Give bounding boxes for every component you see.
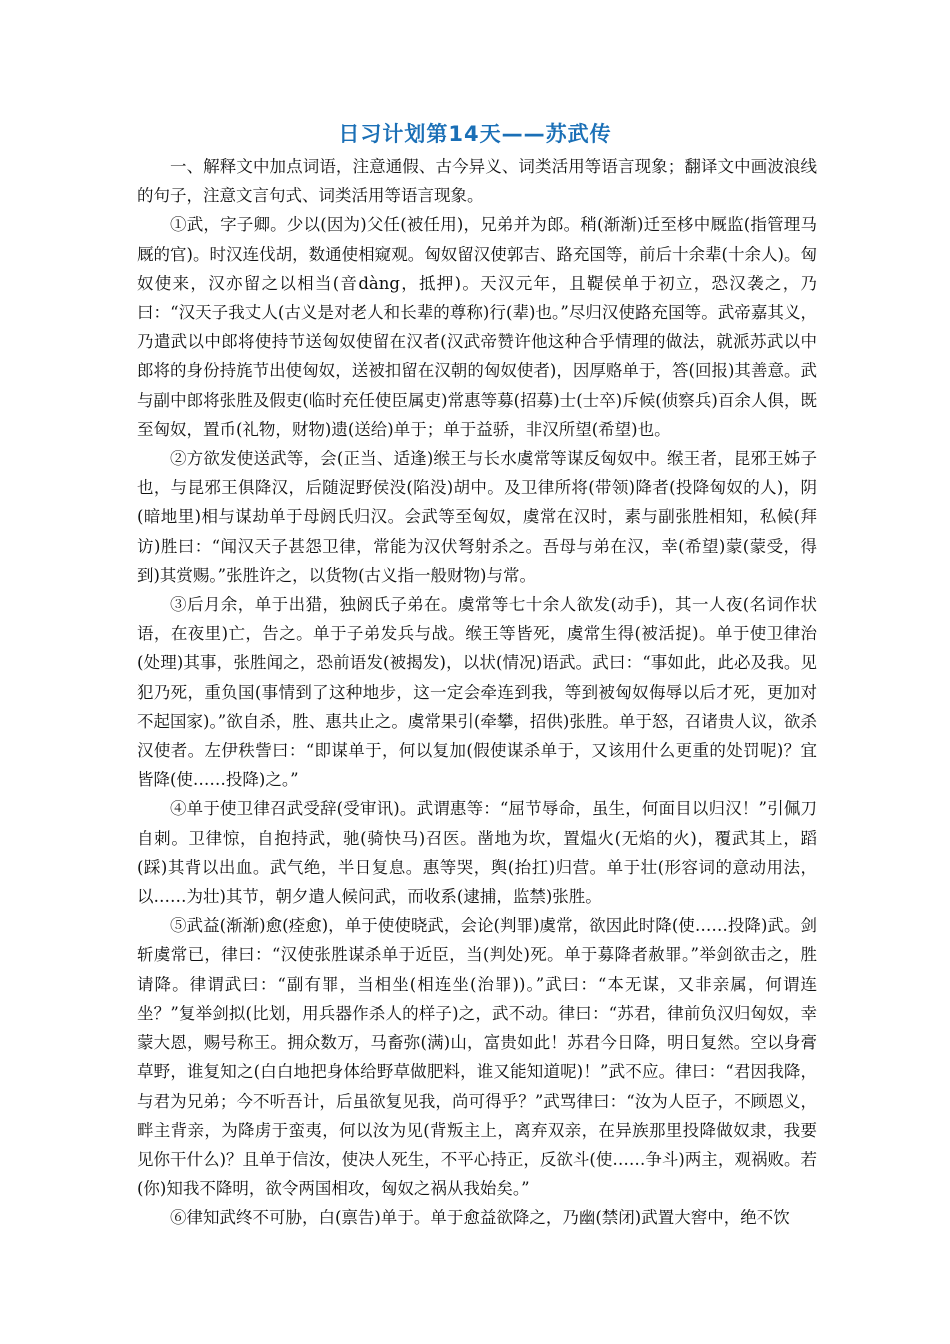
document-body [137,152,817,1233]
text-paragraph-2: ②方欲发使送武等，会(正当、适逢)缑王与长水虞常等谋反匈奴中。缑王者，昆邪王姊子也，与昆邪王俱降汉，后随浞野侯没(陷没)胡中。及卫律所将(带领)降者(投降匈奴的人)，阴(暗地里)相与谋劫单于母阏氏归汉。会武等至匈奴，虞常在汉时，素与副张胜相知，私候(拜访)胜曰：“闻汉天子甚怨卫律，常能为汉伏弩射杀之。吾母与弟在汉，幸(希望)蒙(蒙受，得到)其赏赐。”张胜许之，以货物(古义指一般财物)与常。 [137,449,817,585]
text-paragraph-3: ③后月余，单于出猎，独阏氏子弟在。虞常等七十余人欲发(动手)，其一人夜(名词作状语，在夜里)亡，告之。单于子弟发兵与战。缑王等皆死，虞常生得(被活捉)。单于使卫律治(处理)其事，张胜闻之，恐前语发(被揭发)，以状(情况)语武。武曰：“事如此，此必及我。见犯乃死，重负国(事情到了这种地步，这一定会牵连到我，等到被匈奴侮辱以后才死，更加对不起国家)。”欲自杀，胜、惠共止之。虞常果引(牵攀，招供)张胜。单于怒，召诸贵人议，欲杀汉使者。左伊秩訾曰：“即谋单于，何以复加(假使谋杀单于，又该用什么更重的处罚呢)？宜皆降(使……投降)之。” [137,595,817,790]
page-title: 日习计划第14天——苏武传 [338,122,612,146]
text-paragraph-6: ⑥律知武终不可胁，白(禀告)单于。单于愈益欲降之，乃幽(禁闭)武置大窖中，绝不饮 [170,1208,790,1228]
text-paragraph-1: ①武，字子卿。少以(因为)父任(被任用)，兄弟并为郎。稍(渐渐)迁至栘中厩监(指管理马厩的官)。时汉连伐胡，数通使相窥观。匈奴留汉使郭吉、路充国等，前后十余辈(十余人)。匈奴使来，汉亦留之以相当(音dàng，抵押)。天汉元年，且鞮侯单于初立，恐汉袭之，乃曰：“汉天子我丈人(古义是对老人和长辈的尊称)行(辈)也。”尽归汉使路充国等。武帝嘉其义，乃遣武以中郎将使持节送匈奴使留在汉者(汉武帝赞许他这种合乎情理的做法，就派苏武以中郎将的身份持旄节出使匈奴，送被扣留在汉朝的匈奴使者)，因厚赂单于，答(回报)其善意。武与副中郎将张胜及假吏(临时充任使臣属吏)常惠等募(招募)士(士卒)斥候(侦察兵)百余人俱，既至匈奴，置币(礼物，财物)遗(送给)单于；单于益骄，非汉所望(希望)也。 [137,215,817,439]
text-paragraph-5: ⑤武益(渐渐)愈(痊愈)，单于使使晓武，会论(判罪)虞常，欲因此时降(使……投降)武。剑斩虞常已，律曰：“汉使张胜谋杀单于近臣，当(判处)死。单于募降者赦罪。”举剑欲击之，胜请降。律谓武曰：“副有罪，当相坐(相连坐(治罪))。”武曰：“本无谋，又非亲属，何谓连坐？”复举剑拟(比划，用兵器作杀人的样子)之，武不动。律曰：“苏君，律前负汉归匈奴，幸蒙大恩，赐号称王。拥众数万，马畜弥(满)山，富贵如此！苏君今日降，明日复然。空以身膏草野，谁复知之(白白地把身体给野草做肥料，谁又能知道呢)！”武不应。律曰：“君因我降，与君为兄弟；今不听吾计，后虽欲复见我，尚可得乎？”武骂律曰：“汝为人臣子，不顾恩义，畔主背亲，为降虏于蛮夷，何以汝为见(背叛主上，离弃双亲，在异族那里投降做奴隶，我要见你干什么)？且单于信汝，使决人死生，不平心持正，反欲斗(使……争斗)两主，观祸败。若(你)知我不降明，欲令两国相攻，匈奴之祸从我始矣。” [137,916,817,1199]
text-paragraph-4: ④单于使卫律召武受辞(受审讯)。武谓惠等：“屈节辱命，虽生，何面目以归汉！”引佩刀自刺。卫律惊，自抱持武，驰(骑快马)召医。凿地为坎，置煴火(无焰的火)，覆武其上，蹈(踩)其背以出血。武气绝，半日复息。惠等哭，舆(抬扛)归营。单于壮(形容词的意动用法，以……为壮)其节，朝夕遣人候问武，而收系(逮捕，监禁)张胜。 [137,799,817,907]
instruction-paragraph: 一、解释文中加点词语，注意通假、古今异义、词类活用等语言现象；翻译文中画波浪线的句子，注意文言句式、词类活用等语言现象。 [137,157,817,206]
